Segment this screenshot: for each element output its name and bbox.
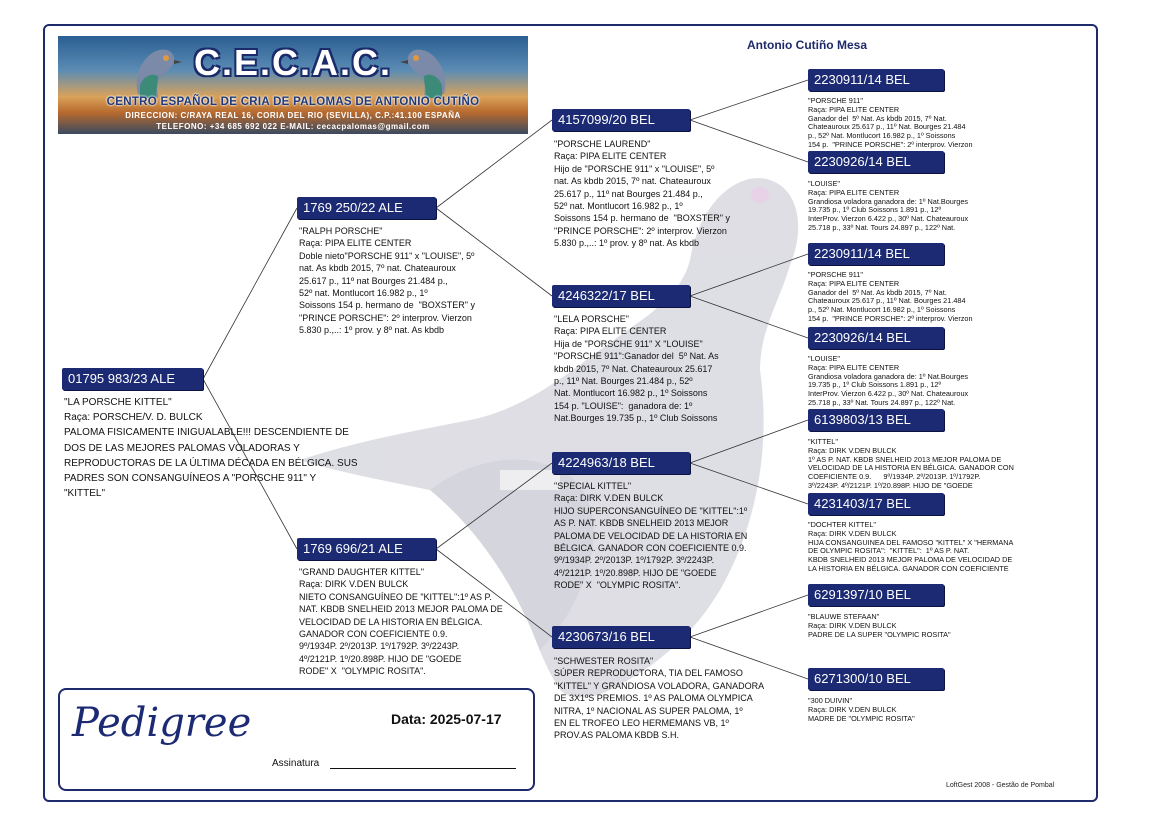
subject-ring[interactable]: 01795 983/23 ALE bbox=[62, 368, 203, 390]
sire-dam-ring[interactable]: 4246322/17 BEL bbox=[552, 285, 690, 307]
sss-desc: "PORSCHE 911" Raça: PIPA ELITE CENTER Ganador del 5º Nat. As kbdb 2015, 7º Nat. Chateauroux 25.617 p., 11º Nat. Bourges 21.484 p., 52º Nat. Montlucort 16.982 p., 1º Soissons 154 p. "PRINCE PORSCHE": 2º interprov. Vierzon bbox=[808, 96, 973, 149]
dam-dam-desc: "SCHWESTER ROSITA" SÚPER REPRODUCTORA, TIA DEL FAMOSO "KITTEL" Y GRANDIOSA VOLADORA, GANADORA DE 3X1ºS PREMIOS. 1º AS PALOMA OLYMPICA NITRA, 1º NACIONAL AS SUPER PALOMA, 1º EN EL TROFEO LEO HERMEMANS VB, 1º PROV.AS PALOMA KBDB S.H. bbox=[554, 656, 765, 741]
sds-desc: "PORSCHE 911" Raça: PIPA ELITE CENTER Ganador del 5º Nat. As kbdb 2015, 7º Nat. Chateauroux 25.617 p., 11º Nat. Bourges 21.484 p., 52º Nat. Montlucort 16.982 p., 1º Soissons 154 p. "PRINCE PORSCHE": 2º interprov. Vierzon bbox=[808, 270, 973, 323]
ddd-ring[interactable]: 6271300/10 BEL bbox=[808, 668, 944, 690]
sire-dam-desc: "LELA PORSCHE" Raça: PIPA ELITE CENTER Hija de "PORSCHE 911" X "LOUISE" "PORSCHE 911":Ganador del 5º Nat. As kbdb 2015, 7º Nat. Chateauroux 25.617 p., 11º Nat. Bourges 21.484 p., 52º Nat. Montlucort 16.982 p., 1º Soissons 154 p. "LOUISE": ganadora de: 1º Nat.Bourges 19.735 p., 1º Club Soissons bbox=[554, 314, 719, 424]
sire-sire-desc: "PORSCHE LAUREND" Raça: PIPA ELITE CENTER Hijo de "PORSCHE 911" x "LOUISE", 5º nat. As kbdb 2015, 7º nat. Chateauroux 25.617 p., 11º nat Bourges 21.484 p., 52º nat. Montlucort 16.982 p., 1º Soissons 154 p. hermano de "BOXSTER" y "PRINCE PORSCHE": 2º interprov. Vierzon 5.830 p.,..: 1º prov. y 8º nat. As kbdb bbox=[554, 139, 730, 249]
header-line-3: TELEFONO: +34 685 692 022 E-MAIL: cecacpalomas@gmail.com bbox=[156, 122, 430, 131]
header-line-1: CENTRO ESPAÑOL DE CRIA DE PALOMAS DE ANTONIO CUTIÑO bbox=[106, 96, 480, 108]
subject-desc: "LA PORSCHE KITTEL" Raça: PORSCHE/V. D. BULCK PALOMA FISICAMENTE INIGUALABLE!!! DESCENDIENTE DE DOS DE LAS MEJORES PALOMAS VOLADORAS Y REPRODUCTORAS DE LA ÚLTIMA DÉCADA EN BÉLGICA. SUS PADRES SON CONSANGUÍNEOS A "PORSCHE 911" Y "KITTEL" bbox=[64, 397, 358, 500]
ssd-ring[interactable]: 2230926/14 BEL bbox=[808, 151, 944, 173]
dss-ring[interactable]: 6139803/13 BEL bbox=[808, 409, 944, 431]
signature-label: Assinatura bbox=[272, 758, 320, 769]
dds-desc: "BLAUWE STEFAAN" Raça: DIRK V.DEN BULCK PADRE DE LA SUPER "OLYMPIC ROSITA" bbox=[808, 612, 951, 639]
dam-sire-desc: "SPECIAL KITTEL" Raça: DIRK V.DEN BULCK HIJO SUPERCONSANGUÍNEO DE "KITTEL":1º AS P. NAT. KBDB SNELHEID 2013 MEJOR PALOMA DE VELOCIDAD DE LA HISTORIA EN BÉLGICA. GANADOR CON COEFICIENTE 0.9. 9º/1934P. 2º/2013P. 1º/1792P. 3º/2243P. 4º/2121P. 1º/20.898P. HIJO DE "GOEDE RODE" X "OLYMPIC ROSITA". bbox=[554, 481, 748, 591]
date-label: Data: 2025-07-17 bbox=[391, 711, 502, 727]
owner-name: Antonio Cutiño Mesa bbox=[747, 38, 867, 52]
sds-ring[interactable]: 2230911/14 BEL bbox=[808, 243, 944, 265]
dsd-desc: "DOCHTER KITTEL" Raça: DIRK V.DEN BULCK HIJA CONSANGUINEA DEL FAMOSO "KITTEL" X "HERMANA DE OLYMPIC ROSITA": "KITTEL": 1º AS P. NAT. KBDB SNELHEID 2013 MEJOR PALOMA DE VELOCIDAD DE LA HISTORIA EN BÉLGICA. GANADOR CON COEFICIENTE bbox=[808, 520, 1014, 573]
sire-desc: "RALPH PORSCHE" Raça: PIPA ELITE CENTER Doble nieto"PORSCHE 911" x "LOUISE", 5º nat. As kbdb 2015, 7º nat. Chateauroux 25.617 p., 11º nat Bourges 21.484 p., 52º nat. Montlucort 16.982 p., 1º Soissons 154 p. hermano de "BOXSTER" y "PRINCE PORSCHE": 2º interprov. Vierzon 5.830 p.,..: 1º prov. y 8º nat. As kbdb bbox=[299, 226, 475, 336]
cecac-logo: C.E.C.A.C. bbox=[193, 42, 392, 83]
dss-desc: "KITTEL" Raça: DIRK V.DEN BULCK 1º AS P. NAT. KBDB SNELHEID 2013 MEJOR PALOMA DE VELOCIDAD DE LA HISTORIA EN BÉLGICA. GANADOR CON COEFICIENTE 0.9. 9º/1934P. 2º/2013P. 1º/1792P. 3º/2243P. 4º/2121P. 1º/20.898P. HIJO DE "GOEDE bbox=[808, 437, 1014, 490]
sire-ring[interactable]: 1769 250/22 ALE bbox=[297, 197, 436, 219]
sire-sire-ring[interactable]: 4157099/20 BEL bbox=[552, 109, 690, 131]
ssd-desc: "LOUISE" Raça: PIPA ELITE CENTER Grandiosa voladora ganadora de: 1º Nat.Bourges 19.735 p., 1º Club Soissons 1.891 p., 12º InterProv. Vierzon 6.422 p., 30º Nat. Chateauroux 25.718 p., 33º Nat. Tours 24.897 p., 122º Nat. bbox=[808, 179, 969, 232]
header-line-2: DIRECCION: C/RAYA REAL 16, CORIA DEL RIO (SEVILLA), C.P.:41.100 ESPAÑA bbox=[125, 111, 461, 120]
sdd-ring[interactable]: 2230926/14 BEL bbox=[808, 327, 944, 349]
dam-desc: "GRAND DAUGHTER KITTEL" Raça: DIRK V.DEN BULCK NIETO CONSANGUÍNEO DE "KITTEL":1º AS P. NAT. KBDB SNELHEID 2013 MEJOR PALOMA DE VELOCIDAD DE LA HISTORIA EN BÉLGICA. GANADOR CON COEFICIENTE 0.9. 9º/1934P. 2º/2013P. 1º/1792P. 3º/2243P. 4º/2121P. 1º/20.898P. HIJO DE "GOEDE RODE" X "OLYMPIC ROSITA". bbox=[299, 567, 503, 677]
software-credit: LoftGest 2008 - Gestão de Pombal bbox=[946, 782, 1055, 789]
sdd-desc: "LOUISE" Raça: PIPA ELITE CENTER Grandiosa voladora ganadora de: 1º Nat.Bourges 19.735 p., 1º Club Soissons 1.891 p., 12º InterProv. Vierzon 6.422 p., 30º Nat. Chateauroux 25.718 p., 33º Nat. Tours 24.897 p., 122º Nat. bbox=[808, 354, 969, 407]
dam-ring[interactable]: 1769 696/21 ALE bbox=[297, 538, 436, 560]
sss-ring[interactable]: 2230911/14 BEL bbox=[808, 69, 944, 91]
dam-dam-ring[interactable]: 4230673/16 BEL bbox=[552, 626, 690, 648]
ddd-desc: "300 DUIVIN" Raça: DIRK V.DEN BULCK MADRE DE "OLYMPIC ROSITA" bbox=[808, 696, 915, 723]
dsd-ring[interactable]: 4231403/17 BEL bbox=[808, 493, 944, 515]
header-banner bbox=[58, 36, 528, 134]
signature-line[interactable] bbox=[330, 768, 516, 769]
pedigree-logo: Pedigree bbox=[72, 700, 252, 746]
dds-ring[interactable]: 6291397/10 BEL bbox=[808, 584, 944, 606]
dam-sire-ring[interactable]: 4224963/18 BEL bbox=[552, 452, 690, 474]
